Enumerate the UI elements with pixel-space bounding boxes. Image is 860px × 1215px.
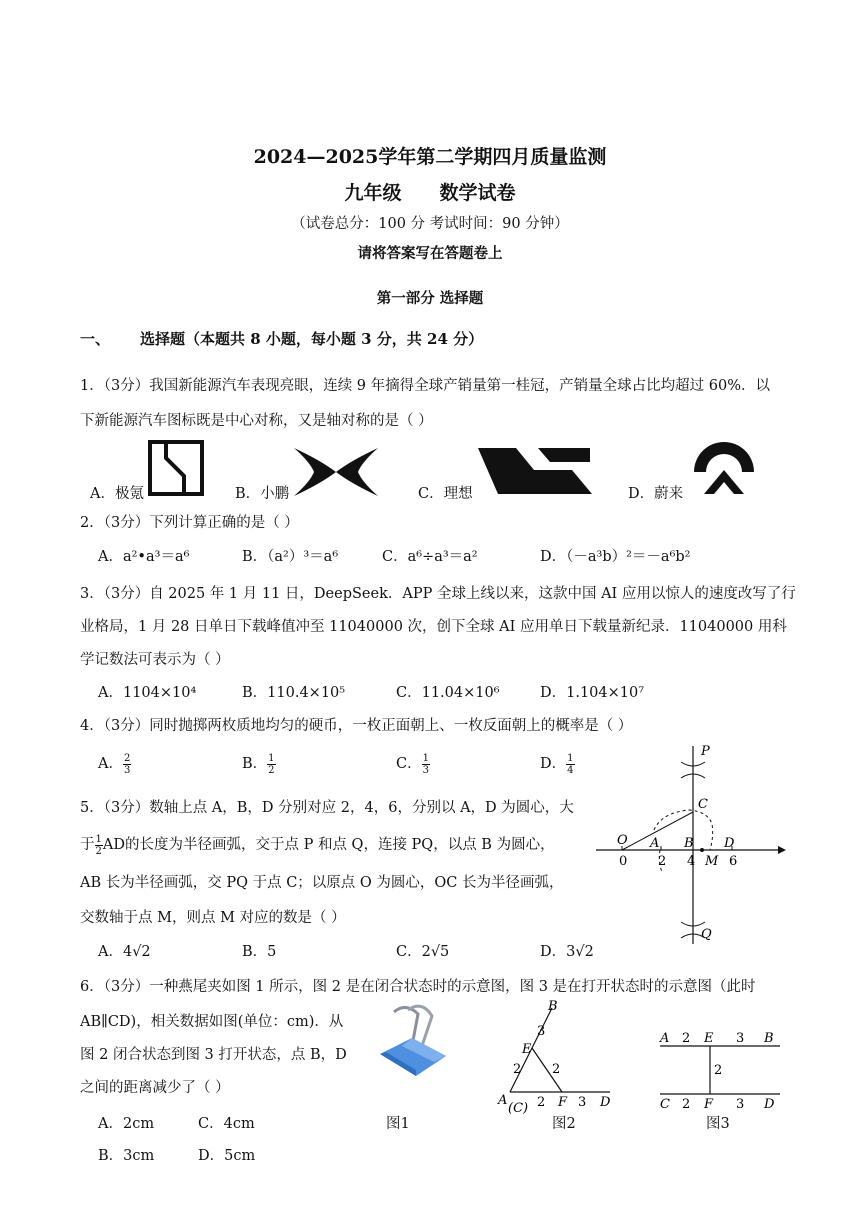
q6-stem-line2: AB∥CD)，相关数据如图(单位：cm)．从 [80,1014,344,1030]
q2-stem: 2．（3分）下列计算正确的是（ ） [80,515,299,531]
zeekr-logo-image [148,440,204,496]
fraction-numerator: 1 [567,752,574,764]
q3-option-a[interactable]: A．1104×10⁴ [98,685,197,701]
fraction-numerator: 1 [422,752,429,764]
q6-option-c[interactable]: C．4cm [198,1116,255,1132]
q4-option-b-label: B． [242,756,268,772]
q5-stem-line1: 5．（3分）数轴上点 A，B，D 分别对应 2，4，6，分别以 A，D 为圆心，大 [80,800,574,816]
fraction-numerator: 2 [123,752,131,764]
q3-option-c[interactable]: C．11.04×10⁶ [396,685,500,701]
fig3-label-B: B [764,1031,774,1046]
q1-option-b[interactable]: B．小鹏 [235,486,290,502]
fig3-length-ae: 2 [682,1031,691,1046]
fig3-label-A: A [660,1031,670,1046]
fig2-label-C: (C) [508,1101,529,1114]
fig2-label-F: F [558,1095,568,1110]
q5-option-a[interactable]: A．4√2 [98,944,151,960]
q3-stem-line2: 业格局，1 月 28 日单日下载峰值冲至 11040000 次，创下全球 AI 应用单日下载量新纪录．11040000 用科 [80,619,787,635]
q4-option-d[interactable] [540,752,575,776]
fig2-label-A: A [498,1093,508,1108]
q4-option-b-fraction [267,753,275,776]
exam-subtitle [0,178,860,205]
fig3-length-ef: 2 [714,1063,723,1078]
q2-option-b[interactable]: B．（a²）³＝a⁶ [242,549,339,565]
fraction-denominator: 2 [95,845,102,857]
q5-option-c[interactable]: C．2√5 [396,944,450,960]
tick-2: 2 [658,854,667,869]
fraction-denominator: 3 [123,764,131,776]
q6-option-d[interactable]: D．5cm [198,1148,256,1164]
q5-line2-text: AD的长度为半径画弧，交于点 P 和点 Q，连接 PQ，以点 B 为圆心， [102,837,555,853]
q5-option-d[interactable]: D．3√2 [540,944,594,960]
score-time-line: （试卷总分：100 分 考试时间：90 分钟） [291,216,569,232]
q1-stem-line2: 下新能源汽车图标既是中心对称，又是轴对称的是（ ） [80,413,433,429]
q3-stem-line1: 3．（3分）自 2025 年 1 月 11 日，DeepSeek．APP 全球上线以来，这款中国 AI 应用以惊人的速度改写了行 [80,586,796,602]
q6-stem-line3: 图 2 闭合状态到图 3 打开状态，点 B，D [80,1047,347,1063]
q4-stem: 4．（3分）同时抛掷两枚质地均匀的硬币，一枚正面朝上、一枚反面朝上的概率是（ ） [80,718,633,734]
q4-option-d-fraction [566,753,574,776]
label-D: D [724,836,735,851]
fraction-denominator: 3 [422,764,429,776]
fig2-length-ef: 2 [552,1062,561,1077]
q6-option-a[interactable]: A．2cm [98,1116,155,1132]
fig3-length-cf: 2 [682,1097,691,1112]
q4-option-c-label: C． [396,756,422,772]
fraction-denominator: 4 [567,764,574,776]
q2-option-d[interactable]: D．（－a³b）²＝－a⁶b² [540,549,691,565]
q6-stem-line4: 之间的距离减少了（ ） [80,1080,230,1096]
fig3-length-eb: 3 [736,1031,745,1046]
binder-clip-image [372,1002,454,1078]
q6-stem-line1: 6．（3分）一种燕尾夹如图 1 所示，图 2 是在闭合状态时的示意图，图 3 是在打开状态时的示意图（此时 [80,979,756,995]
fraction-numerator: 1 [95,833,102,845]
fig3-length-fd: 3 [736,1097,745,1112]
q5-stem-line4: 交数轴于点 M，则点 M 对应的数是（ ） [80,910,346,926]
q2-option-c[interactable]: C．a⁶÷a³＝a² [382,549,478,565]
fig2-label-B: B [548,999,558,1014]
lixiang-logo-image [476,446,594,496]
q4-option-d-label: D． [540,756,567,772]
q5-number-line-figure [590,738,790,954]
q3-option-d[interactable]: D．1.104×10⁷ [540,685,645,701]
q4-option-b[interactable] [242,752,276,776]
fig2-caption: 图2 [552,1116,576,1132]
q4-option-a-label: A． [98,756,123,772]
tick-6: 6 [729,854,738,869]
q4-option-a-fraction [123,753,131,776]
q4-option-c[interactable] [396,752,430,776]
fig2-length-af: 2 [537,1095,546,1110]
q5-stem-line2 [80,833,555,857]
q5-line2-prefix: 于 [80,837,95,853]
q4-option-c-fraction [422,753,430,776]
label-P: P [701,744,710,759]
fig3-label-F: F [704,1097,714,1112]
label-M: M [705,854,719,869]
fig2-label-D: D [600,1095,611,1110]
fig3-open-diagram [654,1028,782,1114]
grade-label: 九年级 [344,182,402,204]
label-Q: Q [701,927,712,942]
fig3-label-D: D [764,1097,775,1112]
q6-option-b[interactable]: B．3cm [98,1148,155,1164]
q1-option-a[interactable]: A．极氪 [90,486,144,502]
fig2-length-fd: 3 [578,1095,587,1110]
fig2-length-be: 3 [537,1024,546,1039]
fig3-label-C: C [660,1097,670,1112]
fraction-denominator: 2 [268,764,275,776]
label-C: C [698,797,708,812]
q5-stem-line3: AB 长为半径画弧，交 PQ 于点 C；以原点 O 为圆心，OC 长为半径画弧， [80,875,564,891]
exam-title: 2024—2025学年第二学期四月质量监测 [253,146,607,168]
section-number: 一、 [80,330,111,348]
xpeng-logo-image [290,446,382,500]
q2-option-a[interactable]: A．a²•a³＝a⁶ [98,549,190,565]
label-A: A [650,836,660,851]
fig2-label-E: E [522,1042,532,1057]
part-heading: 第一部分 选择题 [376,290,484,307]
q5-half-fraction [95,834,103,857]
q5-option-b[interactable]: B．5 [242,944,277,960]
answer-instruction: 请将答案写在答题卷上 [357,245,503,262]
q1-option-c[interactable]: C．理想 [418,486,473,502]
fraction-numerator: 1 [268,752,275,764]
fig2-length-ae: 2 [513,1062,522,1077]
q4-option-a[interactable] [98,752,131,776]
q3-option-b[interactable]: B．110.4×10⁵ [242,685,346,701]
fig3-label-E: E [704,1031,714,1046]
nio-logo-image [690,436,758,496]
q1-stem-line1: 1．（3分）我国新能源汽车表现亮眼，连续 9 年摘得全球产销量第一桂冠，产销量全球占比均超过 60%．以 [80,378,770,394]
fig1-caption: 图1 [386,1116,410,1132]
label-O: O [617,833,628,848]
section-title: 选择题（本题共 8 小题，每小题 3 分，共 24 分） [140,330,484,348]
fig3-caption: 图3 [706,1116,730,1132]
subject-label: 数学试卷 [439,182,516,204]
tick-0: 0 [619,854,628,869]
tick-4: 4 [687,854,696,869]
fig2-closed-diagram [494,996,622,1114]
label-B: B [684,836,694,851]
q1-option-d[interactable]: D．蔚来 [628,486,684,502]
q3-stem-line3: 学记数法可表示为（ ） [80,652,230,668]
section-heading [80,328,483,349]
